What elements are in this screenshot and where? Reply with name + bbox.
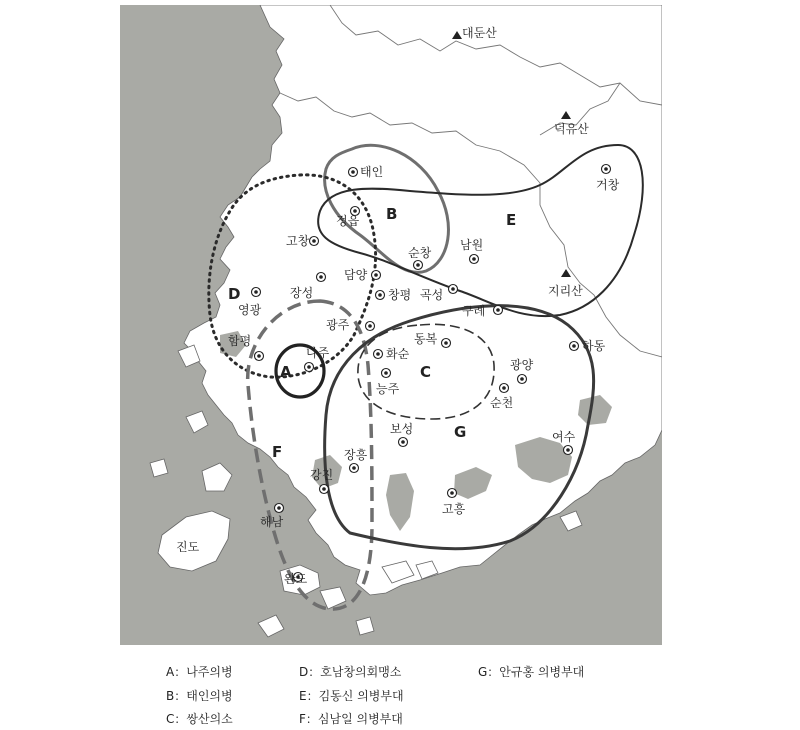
place-label: 능주 [376, 382, 400, 396]
zone-label-c: C [420, 363, 432, 381]
legend-item-f: F：심남일 의병부대 [299, 712, 403, 726]
legend-item-b: B：태인의병 [166, 689, 233, 703]
zone-label-b: B [386, 205, 398, 223]
place-label: 순천 [490, 396, 514, 410]
place-label: 강진 [310, 468, 334, 482]
map [120, 5, 662, 645]
place-label: 곡성 [420, 288, 444, 302]
place-label: 화순 [386, 347, 410, 361]
place-label: 광주 [326, 318, 350, 332]
place-label: 창평 [388, 288, 412, 302]
place-label: 하동 [582, 339, 606, 353]
place-label: 정읍 [336, 214, 360, 228]
place-label: 영광 [238, 303, 262, 317]
place-label: 장성 [290, 286, 314, 300]
zone-label-a: A [280, 363, 292, 381]
place-label: 보성 [390, 422, 414, 436]
peak-label: 덕유산 [554, 122, 589, 136]
peak-label: 지리산 [548, 284, 583, 298]
place-label: 순창 [408, 246, 432, 260]
place-label: 담양 [344, 268, 368, 282]
legend-item-g: G：안규홍 의병부대 [478, 665, 585, 679]
place-label: 해남 [260, 515, 284, 529]
place-wando [284, 571, 308, 586]
place-label-jindo: 진도 [176, 540, 200, 554]
place-label: 태인 [360, 165, 384, 179]
place-label: 광양 [510, 358, 534, 372]
legend-item-d: D：호남창의회맹소 [299, 665, 402, 679]
place-label: 함평 [228, 334, 252, 348]
place-label: 고흥 [442, 502, 466, 516]
place-label: 동복 [414, 332, 438, 346]
zone-label-e: E [506, 211, 517, 229]
legend-item-e: E：김동신 의병부대 [299, 689, 404, 703]
place-label: 나주 [306, 346, 330, 360]
place-label: 장흥 [344, 448, 368, 462]
peak-label: 대둔산 [462, 26, 497, 40]
legend-item-a: A：나주의병 [166, 665, 233, 679]
zone-label-f: F [272, 443, 283, 461]
zone-label-d: D [228, 285, 241, 303]
legend-item-c: C：쌍산의소 [166, 712, 233, 726]
place-label: 고창 [286, 234, 310, 248]
place-label: 여수 [552, 430, 576, 444]
place-label: 남원 [460, 238, 484, 252]
place-label: 구례 [462, 304, 486, 318]
place-label: 완도 [284, 572, 308, 586]
zone-label-g: G [454, 423, 467, 441]
place-label: 거창 [596, 178, 620, 192]
